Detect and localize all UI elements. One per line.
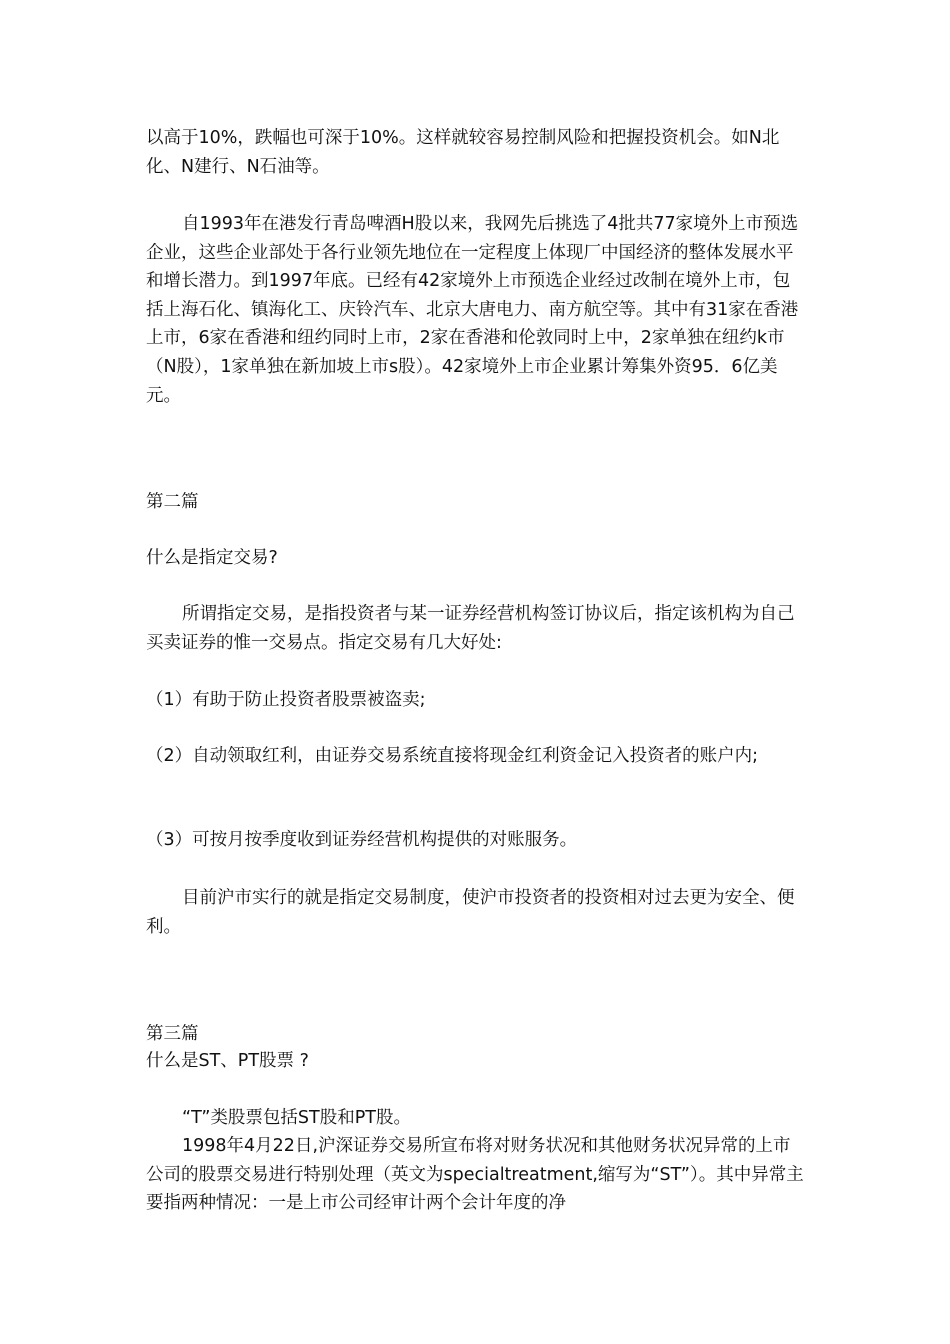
paragraph-designated-trading-conclusion: 目前沪市实行的就是指定交易制度，使沪市投资者的投资相对过去更为安全、便利。: [146, 888, 795, 937]
paragraph-designated-trading-definition: 所谓指定交易，是指投资者与某一证券经营机构签订协议后，指定该机构为自己买卖证券的惟一交易点。指定交易有几大好处:: [146, 604, 795, 653]
question-designated-trading: 什么是指定交易?: [146, 548, 278, 568]
paragraph-special-treatment: 1998年4月22日,沪深证券交易所宣布将对财务状况和其他财务状况异常的上市公司的股票交易进行特别处理（英文为specialtreatment,缩写为“ST”）。其中异常主要指两种情况：一是上市公司经审计两个会计年度的净: [146, 1136, 804, 1214]
paragraph-overseas-listing: 自1993年在港发行青岛啤酒H股以来，我网先后挑选了4批共77家境外上市预选企业，这些企业部处于各行业领先地位在一定程度上体现厂中国经济的整体发展水平和增长潜力。到1997年底。已经有42家境外上市预选企业经过改制在境外上市，包括上海石化、镇海化工、庆铃汽车、北京大唐电力、南方航空等。其中有31家在香港上市，6家在香港和纽约同时上市，2家在香港和伦敦同时上中，2家单独在纽约k市（N股），1家单独在新加坡上市s股）。42家境外上市企业累计筹集外资95．6亿美元。: [146, 214, 799, 406]
section-title-part3: 第三篇: [146, 1024, 199, 1044]
paragraph-continuation: 以高于10%，跌幅也可深于10%。这样就较容易控制风险和把握投资机会。如N北化、N建行、N石油等。: [146, 128, 780, 177]
benefit-item-3: （3）可按月按季度收到证券经营机构提供的对账服务。: [146, 830, 578, 850]
question-st-pt-stocks: 什么是ST、PT股票 ?: [146, 1051, 309, 1071]
paragraph-t-stocks-intro: “T”类股票包括ST股和PT股。: [182, 1108, 411, 1128]
section-title-part2: 第二篇: [146, 492, 199, 512]
benefit-item-1: （1）有助于防止投资者股票被盗卖;: [146, 690, 426, 710]
benefit-item-2: （2）自动领取红利，由证券交易系统直接将现金红利资金记入投资者的账户内;: [146, 746, 759, 766]
